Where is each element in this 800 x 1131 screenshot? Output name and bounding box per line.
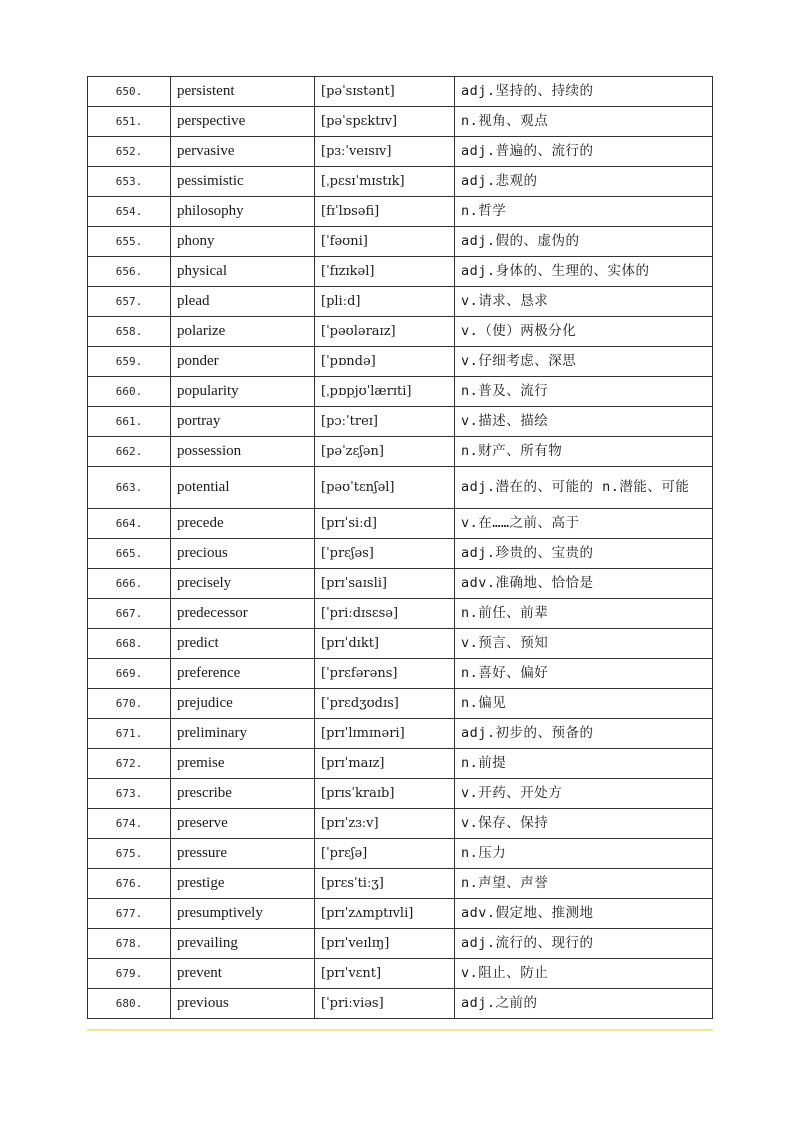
entry-word: pervasive: [171, 137, 315, 167]
table-row: [88, 377, 713, 407]
entry-number: 669.: [88, 659, 171, 689]
entry-phonetic: [ˈfəʊni]: [315, 227, 455, 257]
entry-definition: adj.悲观的: [455, 167, 713, 197]
table-row: [88, 437, 713, 467]
entry-number: 650.: [88, 77, 171, 107]
entry-word: pressure: [171, 839, 315, 869]
entry-definition: n.压力: [455, 839, 713, 869]
entry-definition: v.预言、预知: [455, 629, 713, 659]
entry-word: pessimistic: [171, 167, 315, 197]
entry-number: 672.: [88, 749, 171, 779]
entry-number: 673.: [88, 779, 171, 809]
entry-word: polarize: [171, 317, 315, 347]
entry-word: preliminary: [171, 719, 315, 749]
entry-phonetic: [prɪˈsiːd]: [315, 509, 455, 539]
entry-word: prevailing: [171, 929, 315, 959]
entry-word: prestige: [171, 869, 315, 899]
entry-definition: v.描述、描绘: [455, 407, 713, 437]
entry-word: physical: [171, 257, 315, 287]
entry-definition: adj.初步的、预备的: [455, 719, 713, 749]
entry-definition: v.请求、恳求: [455, 287, 713, 317]
entry-number: 657.: [88, 287, 171, 317]
table-row: [88, 227, 713, 257]
table-row: [88, 629, 713, 659]
table-row: [88, 779, 713, 809]
page-bottom-rule: [87, 1029, 713, 1031]
vocabulary-table-body: [88, 77, 713, 1019]
table-row: [88, 77, 713, 107]
entry-phonetic: [ˌpɛsɪˈmɪstɪk]: [315, 167, 455, 197]
entry-number: 662.: [88, 437, 171, 467]
entry-number: 670.: [88, 689, 171, 719]
entry-word: presumptively: [171, 899, 315, 929]
entry-number: 655.: [88, 227, 171, 257]
entry-definition: adj.身体的、生理的、实体的: [455, 257, 713, 287]
table-row: [88, 689, 713, 719]
entry-word: philosophy: [171, 197, 315, 227]
entry-word: phony: [171, 227, 315, 257]
table-row: [88, 809, 713, 839]
entry-definition: adj.流行的、现行的: [455, 929, 713, 959]
entry-number: 653.: [88, 167, 171, 197]
table-row: [88, 407, 713, 437]
entry-definition: adj.潜在的、可能的 n.潜能、可能: [455, 467, 713, 509]
table-row: [88, 569, 713, 599]
entry-phonetic: [ˈpəʊləraɪz]: [315, 317, 455, 347]
entry-phonetic: [ˈprɛʃəs]: [315, 539, 455, 569]
entry-phonetic: [ˈpɒndə]: [315, 347, 455, 377]
entry-phonetic: [pəˈsɪstənt]: [315, 77, 455, 107]
entry-phonetic: [fɪˈlɒsəfi]: [315, 197, 455, 227]
table-row: [88, 197, 713, 227]
entry-word: preference: [171, 659, 315, 689]
table-row: [88, 869, 713, 899]
entry-number: 651.: [88, 107, 171, 137]
entry-phonetic: [ˈpriːviəs]: [315, 989, 455, 1019]
table-row: [88, 167, 713, 197]
entry-phonetic: [prɛsˈtiːʒ]: [315, 869, 455, 899]
entry-word: predict: [171, 629, 315, 659]
entry-phonetic: [ˈprɛʃə]: [315, 839, 455, 869]
entry-phonetic: [pɔːˈtreɪ]: [315, 407, 455, 437]
table-row: [88, 959, 713, 989]
entry-definition: n.偏见: [455, 689, 713, 719]
entry-definition: n.前提: [455, 749, 713, 779]
entry-number: 654.: [88, 197, 171, 227]
entry-definition: adv.准确地、恰恰是: [455, 569, 713, 599]
entry-definition: v.仔细考虑、深思: [455, 347, 713, 377]
entry-word: possession: [171, 437, 315, 467]
entry-number: 667.: [88, 599, 171, 629]
table-row: [88, 899, 713, 929]
entry-word: potential: [171, 467, 315, 509]
entry-number: 663.: [88, 467, 171, 509]
table-row: [88, 929, 713, 959]
vocabulary-table: [87, 76, 713, 1019]
entry-word: ponder: [171, 347, 315, 377]
entry-phonetic: [pɜːˈveɪsɪv]: [315, 137, 455, 167]
entry-phonetic: [prɪˈvɛnt]: [315, 959, 455, 989]
entry-definition: n.哲学: [455, 197, 713, 227]
entry-number: 666.: [88, 569, 171, 599]
entry-phonetic: [ˈprɛdʒʊdɪs]: [315, 689, 455, 719]
entry-phonetic: [prɪˈlɪmɪnəri]: [315, 719, 455, 749]
table-row: [88, 659, 713, 689]
entry-phonetic: [ˈpriːdɪsɛsə]: [315, 599, 455, 629]
entry-definition: adj.假的、虚伪的: [455, 227, 713, 257]
entry-phonetic: [ˌpɒpjʊˈlærɪti]: [315, 377, 455, 407]
entry-phonetic: [ˈprɛfərəns]: [315, 659, 455, 689]
entry-definition: v.开药、开处方: [455, 779, 713, 809]
entry-number: 676.: [88, 869, 171, 899]
entry-definition: adj.之前的: [455, 989, 713, 1019]
entry-number: 659.: [88, 347, 171, 377]
entry-number: 677.: [88, 899, 171, 929]
entry-number: 671.: [88, 719, 171, 749]
entry-definition: n.视角、观点: [455, 107, 713, 137]
table-row: [88, 509, 713, 539]
entry-word: precisely: [171, 569, 315, 599]
entry-phonetic: [pəʊˈtɛnʃəl]: [315, 467, 455, 509]
entry-definition: v.保存、保持: [455, 809, 713, 839]
entry-word: precious: [171, 539, 315, 569]
entry-word: premise: [171, 749, 315, 779]
entry-definition: v.阻止、防止: [455, 959, 713, 989]
entry-definition: n.财产、所有物: [455, 437, 713, 467]
entry-number: 660.: [88, 377, 171, 407]
entry-number: 678.: [88, 929, 171, 959]
entry-number: 675.: [88, 839, 171, 869]
table-row: [88, 989, 713, 1019]
entry-definition: v.在……之前、高于: [455, 509, 713, 539]
entry-number: 656.: [88, 257, 171, 287]
entry-word: previous: [171, 989, 315, 1019]
table-row: [88, 719, 713, 749]
entry-word: prescribe: [171, 779, 315, 809]
table-row: [88, 107, 713, 137]
table-row: [88, 749, 713, 779]
entry-number: 665.: [88, 539, 171, 569]
entry-definition: adv.假定地、推测地: [455, 899, 713, 929]
entry-word: prejudice: [171, 689, 315, 719]
entry-number: 652.: [88, 137, 171, 167]
table-row: [88, 347, 713, 377]
table-row: [88, 287, 713, 317]
entry-definition: v.（使）两极分化: [455, 317, 713, 347]
entry-definition: adj.珍贵的、宝贵的: [455, 539, 713, 569]
entry-phonetic: [prɪˈdɪkt]: [315, 629, 455, 659]
entry-phonetic: [prɪˈmaɪz]: [315, 749, 455, 779]
entry-definition: n.普及、流行: [455, 377, 713, 407]
entry-word: popularity: [171, 377, 315, 407]
table-row: [88, 317, 713, 347]
entry-phonetic: [prɪˈzɜːv]: [315, 809, 455, 839]
entry-number: 658.: [88, 317, 171, 347]
entry-phonetic: [pəˈzɛʃən]: [315, 437, 455, 467]
entry-phonetic: [prɪˈsaɪsli]: [315, 569, 455, 599]
entry-definition: adj.普遍的、流行的: [455, 137, 713, 167]
table-row: [88, 257, 713, 287]
entry-phonetic: [ˈfɪzɪkəl]: [315, 257, 455, 287]
entry-phonetic: [prɪsˈkraɪb]: [315, 779, 455, 809]
entry-number: 661.: [88, 407, 171, 437]
table-row: [88, 539, 713, 569]
entry-number: 679.: [88, 959, 171, 989]
entry-word: predecessor: [171, 599, 315, 629]
entry-phonetic: [pəˈspɛktɪv]: [315, 107, 455, 137]
table-row: [88, 839, 713, 869]
entry-word: portray: [171, 407, 315, 437]
entry-definition: n.前任、前辈: [455, 599, 713, 629]
entry-phonetic: [prɪˈzʌmptɪvli]: [315, 899, 455, 929]
entry-definition: n.喜好、偏好: [455, 659, 713, 689]
entry-phonetic: [prɪˈveɪlɪŋ]: [315, 929, 455, 959]
entry-word: precede: [171, 509, 315, 539]
entry-number: 668.: [88, 629, 171, 659]
entry-word: persistent: [171, 77, 315, 107]
table-row: [88, 599, 713, 629]
entry-definition: n.声望、声誉: [455, 869, 713, 899]
entry-word: plead: [171, 287, 315, 317]
table-row: [88, 137, 713, 167]
entry-word: preserve: [171, 809, 315, 839]
entry-word: perspective: [171, 107, 315, 137]
entry-number: 680.: [88, 989, 171, 1019]
entry-definition: adj.坚持的、持续的: [455, 77, 713, 107]
entry-number: 664.: [88, 509, 171, 539]
entry-phonetic: [pliːd]: [315, 287, 455, 317]
entry-word: prevent: [171, 959, 315, 989]
table-row: [88, 467, 713, 509]
entry-number: 674.: [88, 809, 171, 839]
